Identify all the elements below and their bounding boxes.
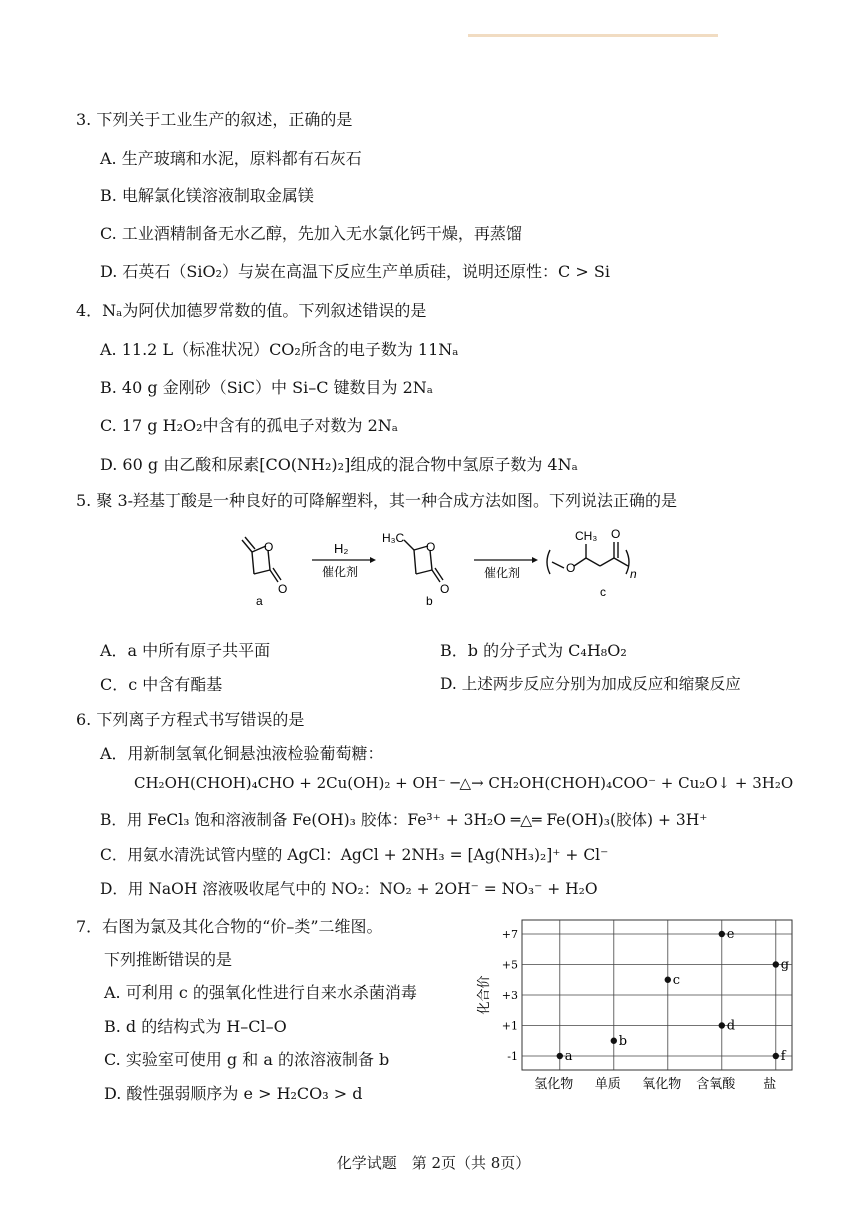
ring-oxygen-a: O — [264, 540, 274, 554]
point-label-e: e — [726, 927, 735, 942]
q5-option-d: D. 上述两步反应分别为加成反应和缩聚反应 — [440, 675, 741, 693]
q7-option-b: B. d 的结构式为 H–Cl–O — [104, 1017, 287, 1036]
top-rule — [468, 34, 718, 37]
point-b — [611, 1038, 617, 1044]
polymer-c — [547, 542, 629, 574]
q5-option-c: C．c 中含有酯基 — [100, 675, 223, 694]
point-a — [557, 1053, 563, 1059]
point-label-g: g — [780, 957, 790, 973]
carbonyl-oxygen-b: O — [440, 582, 450, 596]
point-label-b: b — [618, 1033, 628, 1049]
point-f — [773, 1053, 779, 1059]
x-tick-label: 含氧酸 — [696, 1077, 736, 1092]
q7-stem: 7．右图为氯及其化合物的“价–类”二维图。 — [76, 917, 383, 936]
q6-option-c: C．用氨水清洗试管内壁的 AgCl：AgCl + 2NH₃ = [Ag(NH₃)₂]⁺ + Cl⁻ — [100, 846, 609, 864]
molecule-a — [242, 537, 281, 582]
q4-stem: 4．Nₐ为阿伏加德罗常数的值。下列叙述错误的是 — [76, 301, 427, 320]
q4-option-c: C. 17 g H₂O₂中含有的孤电子对数为 2Nₐ — [100, 416, 398, 435]
point-label-d: d — [726, 1018, 736, 1034]
point-label-f: f — [780, 1049, 786, 1064]
q5-option-a: A．a 中所有原子共平面 — [100, 641, 271, 660]
catalyst-label-2: 催化剂 — [484, 566, 521, 580]
point-c — [665, 977, 671, 983]
molecule-b — [404, 540, 443, 582]
valence-class-chart — [474, 912, 804, 1102]
x-tick-label: 单质 — [594, 1077, 621, 1092]
q6-option-a-equation: CH₂OH(CHOH)₄CHO + 2Cu(OH)₂ + OH⁻ ─△→ CH₂OH(CHOH)₄COO⁻ + Cu₂O↓ + 3H₂O — [134, 774, 794, 792]
q3-option-b: B. 电解氯化镁溶液制取金属镁 — [100, 186, 314, 205]
point-label-a: a — [564, 1049, 573, 1064]
q5-option-b: B．b 的分子式为 C₄H₈O₂ — [440, 641, 627, 660]
page-footer: 化学试题 第 2页（共 8页） — [336, 1154, 531, 1172]
carbonyl-oxygen-c: O — [611, 527, 621, 541]
y-tick-label: +7 — [501, 928, 518, 941]
ring-oxygen-b: O — [426, 540, 436, 554]
y-axis-label: 化合价 — [477, 975, 492, 1015]
q4-option-d: D. 60 g 由乙酸和尿素[CO(NH₂)₂]组成的混合物中氢原子数为 4Nₐ — [100, 455, 578, 474]
point-e — [719, 931, 725, 937]
q3-stem: 3. 下列关于工业生产的叙述，正确的是 — [76, 110, 353, 129]
methyl-label-c: CH₃ — [575, 529, 598, 543]
q6-option-b: B．用 FeCl₃ 饱和溶液制备 Fe(OH)₃ 胶体：Fe³⁺ + 3H₂O ═△═ Fe(OH)₃(胶体) + 3H⁺ — [100, 811, 708, 829]
q4-option-b: B. 40 g 金刚砂（SiC）中 Si–C 键数目为 2Nₐ — [100, 378, 433, 397]
q7-option-a: A. 可利用 c 的强氧化性进行自来水杀菌消毒 — [104, 983, 417, 1002]
x-tick-label: 氧化物 — [642, 1077, 682, 1092]
q5-stem: 5. 聚 3-羟基丁酸是一种良好的可降解塑料，其一种合成方法如图。下列说法正确的是 — [76, 491, 678, 510]
q7-option-c: C. 实验室可使用 g 和 a 的浓溶液制备 b — [104, 1050, 390, 1069]
q3-option-a: A. 生产玻璃和水泥，原料都有石灰石 — [100, 149, 362, 168]
reagent-h2: H₂ — [334, 541, 349, 556]
y-tick-label: +1 — [501, 1019, 518, 1033]
label-a: a — [256, 594, 263, 608]
label-b: b — [426, 594, 433, 608]
x-tick-label: 氢化物 — [534, 1077, 574, 1092]
repeat-n: n — [630, 567, 637, 581]
y-tick-label: +3 — [501, 989, 518, 1002]
point-label-c: c — [672, 972, 681, 988]
q3-option-d: D. 石英石（SiO₂）与炭在高温下反应生产单质硅，说明还原性：C > Si — [100, 262, 610, 281]
q6-stem: 6. 下列离子方程式书写错误的是 — [76, 710, 305, 729]
q7-option-d: D. 酸性强弱顺序为 e > H₂CO₃ > d — [104, 1084, 363, 1103]
point-d — [719, 1022, 725, 1028]
carbonyl-oxygen-a: O — [278, 582, 288, 596]
methyl-label-b: H₃C — [382, 531, 405, 545]
x-tick-label: 盐 — [763, 1077, 777, 1092]
q6-option-d: D．用 NaOH 溶液吸收尾气中的 NO₂：NO₂ + 2OH⁻ = NO₃⁻ + H₂O — [100, 880, 598, 898]
y-tick-label: -1 — [507, 1050, 518, 1063]
q3-option-c: C. 工业酒精制备无水乙醇，先加入无水氯化钙干燥，再蒸馏 — [100, 224, 522, 243]
q4-option-a: A. 11.2 L（标准状况）CO₂所含的电子数为 11Nₐ — [100, 340, 459, 359]
catalyst-label-1: 催化剂 — [322, 565, 359, 579]
q6-option-a: A．用新制氢氧化铜悬浊液检验葡萄糖： — [100, 744, 384, 763]
q7-stem-2: 下列推断错误的是 — [104, 950, 233, 969]
label-c: c — [600, 585, 606, 599]
synthesis-scheme — [230, 520, 650, 610]
y-tick-label: +5 — [501, 958, 518, 972]
point-g — [773, 961, 779, 967]
ester-oxygen-c: O — [566, 561, 576, 575]
